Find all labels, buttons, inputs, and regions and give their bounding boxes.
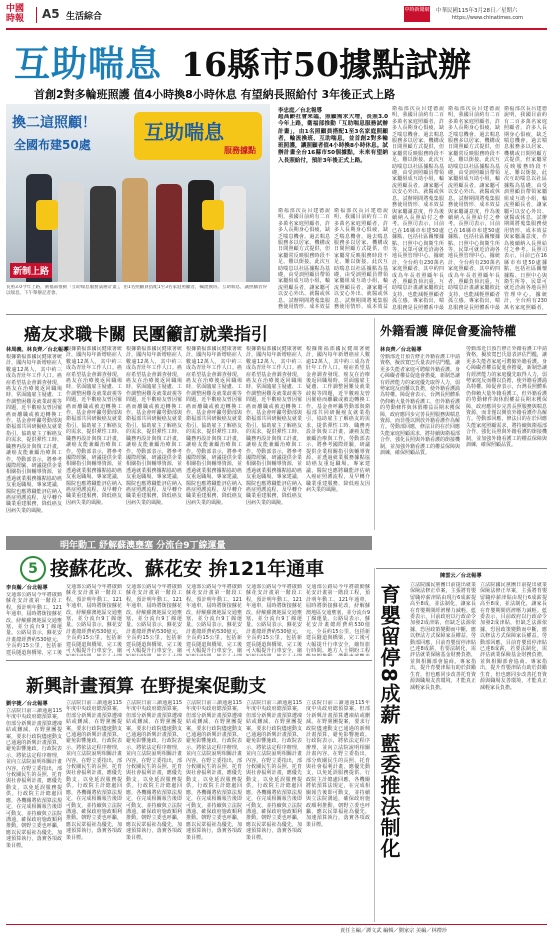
footer-rule	[6, 924, 547, 925]
date-line: 中華民國115年3月28日／星期六	[436, 8, 518, 14]
budget-headline: 新興計畫預算 在野提案促動支	[26, 676, 267, 697]
transit-headline: 接蘇花改、蘇花安 拚121年通車	[50, 558, 325, 580]
main-body-col: 衛福部次長呂建德說明，我國目前約有二百多萬名家庭照顧者，許多人長期身心俱疲，缺乏喘息機會。過去喘息服務多以居家、機構或日間照顧方式提供，但家屬常反映服務時段不足、難以銜接。此次互助喘息以社區據點為基礎，由受訓照顧員帶領家屬組成互助小組，輪流照顧長者，讓家屬可以安心外出、就醫或休息。試辦期間將蒐集服務使用情形、成本效益與家屬滿意度，作為後續納入長照給付之參考。長照司表示，目前已在16縣市布建50處據點，包括社區關懷據點、日照中心與衛生所等，民眾可就近洽詢各地長照管理中心。據統計，全台約有230萬名家庭照顧者，其中約四成為年長者照顧年長者，照顧負荷沉重。互助喘息計畫讓家屬彼此支持，也能減輕照顧者孤立感。專家指出，喘息服務是長照體系中最	[392, 106, 444, 310]
vertical-body-col: 立法院國民黨團日前提出就業保險法修正草案，主張將育嬰留職停薪津貼由現行6成薪提高至8成，並法制化，讓家長在育嬰期間經濟壓力減輕。藍委表示，目前政府以行政命令加發2成津貼，但缺乏法源依據，恐因政策變動而中斷，應以修法方式保障家長權益。勞動部回應，目前育嬰留停津貼已達8成薪，若要法制化，需評估就業保險基金財務負擔，並與相關部會協商。專家指出，提升育嬰津貼有助於鼓勵生育，但也應同步改善托育資源與職場友善環境，才能真正減輕家長負擔。	[410, 582, 476, 691]
second-byline: 林周義、林良齊／台北報導	[6, 347, 69, 353]
person-figure	[220, 186, 246, 282]
main-subheadline: 首創2對多輪班照護 值4小時換8小時休息 有望納長照給付 3年後正式上路	[34, 88, 396, 101]
vertical-body-col: 立法院國民黨團日前提出就業保險法修正草案，主張將育嬰留職停薪津貼由現行6成薪提高至8成，並法制化，讓家長在育嬰期間經濟壓力減輕。藍委表示，目前政府以行政命令加發2成津貼，但缺乏法源依據，恐因政策變動而中斷，應以修法方式保障家長權益。勞動部回應，目前育嬰留停津貼已達8成薪，若要法制化，需評估就業保險基金財務負擔，並與相關部會協商。專家指出，提升育嬰津貼有助於鼓勵生育，但也應同步改善托育資源與職場友善環境，才能真正減輕家長負擔。	[480, 582, 547, 691]
newspaper-logo	[6, 4, 32, 26]
header-divider	[36, 7, 37, 23]
main-byline: 李忠庭／台北報導	[278, 108, 323, 114]
masthead-rule	[6, 28, 547, 30]
main-headline-black: 16縣市50據點試辦	[181, 45, 471, 84]
main-headline-red: 互助喘息	[14, 44, 163, 85]
second-body-col: 根據衛福部國民健康署統計，國內每年新增癌症人數逾12萬人，其中約三成為青壯年工作人口。癌症希望基金會調查發現，癌友在治療後返回職場時，常面臨雇主疑慮、工作調整困難及就業歧視等問題，近半數癌友曾因罹癌而離職或被迫轉換工作。基金會呼籲勞動部與衛福部共同研擬癌友就業指引，協助雇主了解癌友的需求，提供彈性工時、職務再設計與復工計畫，讓癌友能兼顧治療與工作。勞動部表示，將參考國際經驗，研議提供企業相關指引與輔導資源，並透過就業服務據點協助癌友重返職場。專家建議，醫院也應將職能評估納入癌症照護流程，及早轉介職業重建服務，降低癌友因病失業的風險。	[6, 354, 62, 514]
second-body-col: 根據衛福部國民健康署統計，國內每年新增癌症人數逾12萬人，其中約三成為青壯年工作人口。癌症希望基金會調查發現，癌友在治療後返回職場時，常面臨雇主疑慮、工作調整困難及就業歧視等問題，近半數癌友曾因罹癌而離職或被迫轉換工作。基金會呼籲勞動部與衛福部共同研擬癌友就業指引，協助雇主了解癌友的需求，提供彈性工時、職務再設計與復工計畫，讓癌友能兼顧治療與工作。勞動部表示，將參考國際經驗，研議提供企業相關指引與輔導資源，並透過就業服務據點協助癌友重返職場。專家建議，醫院也應將職能評估納入癌症照護流程，及早轉介職業重建服務，降低癌友因病失業的風險。	[186, 346, 242, 506]
photo-banner-2: 全國布建50處	[14, 138, 91, 152]
second-body-col: 根據衛福部國民健康署統計，國內每年新增癌症人數逾12萬人，其中約三成為青壯年工作人口。癌症希望基金會調查發現，癌友在治療後返回職場時，常面臨雇主疑慮、工作調整困難及就業歧視等問題，近半數癌友曾因罹癌而離職或被迫轉換工作。基金會呼籲勞動部與衛福部共同研擬癌友就業指引，協助雇主了解癌友的需求，提供彈性工時、職務再設計與復工計畫，讓癌友能兼顧治療與工作。勞動部表示，將參考國際經驗，研議提供企業相關指引與輔導資源，並透過就業服務據點協助癌友重返職場。專家建議，醫院也應將職能評估納入癌症照護流程，及早轉介職業重建服務，降低癌友因病失業的風險。	[66, 346, 122, 506]
budget-body-col: 立法院日前三讀通過115年度中央政府總預算案，但部分新興計畫預算遭凍結或刪減。在野黨團提案，要求行政院儘速動支已通過的新興計畫預算，避免影響施政。行政院表示，將依法定程序辦理，並向立法院說明相關計畫內容。在野立委指出，部分攸關民生的長照、托育與社會福利計畫，應優先動支，以免延誤服務提供。行政院主計總處回應，各機關將依預算法規定，在完成相關報告後即可動支，並持續與立法院溝通，確保政府施政順利推動。朝野立委也呼籲，應以民眾福祉為優先，加速預算執行，落實各項政策目標。	[306, 700, 370, 828]
main-body-col: 衛福部次長呂建德說明，我國目前約有二百多萬名家庭照顧者，許多人長期身心俱疲，缺乏喘息機會。過去喘息服務多以居家、機構或日間照顧方式提供，但家屬常反映服務時段不足、難以銜接。此次互助喘息以社區據點為基礎，由受訓照顧員帶領家屬組成互助小組，輪流照顧長者，讓家屬可以安心外出、就醫或休息。試辦期間將蒐集服務使用情形、成本效益	[334, 208, 388, 310]
vertical-byline: 陳雲云／台北報導	[440, 573, 482, 579]
main-body-col: 衛福部次長呂建德說明，我國目前約有二百多萬名家庭照顧者，許多人長期身心俱疲，缺乏喘息機會。過去喘息服務多以居家、機構或日間照顧方式提供，但家屬常反映服務時段不足、難以銜接。此次互助喘息以社區據點為基礎，由受訓照顧員帶領家屬組成互助小組，輪流照顧長者，讓家屬可以安心外出、就醫或休息。試辦期間將蒐集服務使用情形、成本效益與家屬滿意度，作為後續納入長照給付之參考。長照司表示，目前已在16縣市布建50處據點，包括社區關懷據點、日照中心與衛生所等，民眾可就近洽詢各地長照管理中心。據統計，全台約有230萬名家庭照顧者，	[504, 106, 547, 310]
route-number: 5	[28, 561, 38, 577]
budget-body-col: 立法院日前三讀通過115年度中央政府總預算案，但部分新興計畫預算遭凍結或刪減。在野黨團提案，要求行政院儘速動支已通過的新興計畫預算，避免影響施政。行政院表示，將依法定程序辦理，並向立法院說明相關計畫內容。在野立委指出，部分攸關民生的長照、托育與社會福利計畫，應優先動支，以免延誤服務提供。行政院主計總處回應，各機關將依預算法規定，在完成相關報告後即可動支，並持續與立法院溝通，確保政府施政順利推動。朝野立委也呼籲，應以民眾福祉為優先，加速預算執行，落實各項政策目標。	[6, 708, 62, 849]
person-figure	[188, 180, 214, 282]
person-figure	[58, 182, 84, 282]
budget-body-col: 立法院日前三讀通過115年度中央政府總預算案，但部分新興計畫預算遭凍結或刪減。在野黨團提案，要求行政院儘速動支已通過的新興計畫預算，避免影響施政。行政院表示，將依法定程序辦理，並向立法院說明相關計畫內容。在野立委指出，部分攸關民生的長照、托育與社會福利計畫，應優先動支，以免延誤服務提供。行政院主計總處回應，各機關將依預算法規定，在完成相關報告後即可動支，並持續與立法院溝通，確保政府施政順利推動。朝野立委也呼籲，應以民眾福祉為優先，加速預算執行，落實各項政策目標。	[126, 700, 182, 841]
transit-body-col: 交通部公路局今年將啟動蘇花安計畫第一階段工程，預計明年動工、121年通車，屆時將銜接蘇花改，紓解蘇澳地區交通壅塞，並分流台9丁線運量。公路局表示，蘇花安計畫總經費約530億元，全長約15公里，包括新建長隧道與橋梁，完工後可大幅提升行車安全，縮	[126, 584, 182, 655]
photo-sign	[134, 112, 262, 160]
second-body-col: 根據衛福部國民健康署統計，國內每年新增癌症人數逾12萬人，其中約三成為青壯年工作人口。癌症希望基金會調查發現，癌友在治療後返回職場時，常面臨雇主疑慮、工作調整困難及就業歧視等問題，近半數癌友曾因罹癌而離職或被迫轉換工作。基金會呼籲勞動部與衛福部共同研擬癌友就業指引，協助雇主了解癌友的需求，提供彈性工時、職務再設計與復工計畫，讓癌友能兼顧治療與工作。勞動部表示，將參考國際經驗，研議提供企業相關指引與輔導資源，並透過就業服務據點協助癌友重返職場。專家建議，醫院也應將職能評估納入癌症照護流程，及早轉介職業重建服務，降低癌友因病失業的風險。	[126, 346, 182, 506]
right-headline: 外籍看護 障促會憂淪特權	[380, 324, 517, 338]
right-body-col: 勞動部近日預告修正外籍看護工申請資格，擬放寬巴氏量表評估門檻，讓更多失能者家庭可聘僱外籍看護。身心障礙者權益促進會擔憂，新制恐讓有經濟能力的家庭優先取得人力，弱勢家庭反而難以負擔，使外籍看護淪為特權。障促會表示，台灣長照體系仍仰賴大量外籍看護工，但外籍看護的勞動條件與休假權益長期未獲保障，政府應同步完善長照服務與喘息資源，而非僅以開放外籍看護作為解方。勞動部回應，修法目的在於回應失能家庭照顧需求，將持續與衛福部合作，強化長照與外籍看護的銜接機制，並加強外籍看護工的權益保障與訓練，確保照顧品質。	[380, 354, 460, 457]
main-body-col: 衛福部次長呂建德說明，我國目前約有二百多萬名家庭照顧者，許多人長期身心俱疲，缺乏喘息機會。過去喘息服務多以居家、機構或日間照顧方式提供，但家屬常反映服務時段不足、難以銜接。此次互助喘息以社區據點為基礎，由受訓照顧員帶領家屬組成互助小組，輪流照顧長者，讓家屬可以安心外出、就醫或休息。試辦期間將蒐集服務使用情形、成本效益	[278, 208, 330, 310]
footer-credits: 責任主編／譚文武 編輯／劉家宗 美編／林禮珍	[340, 928, 448, 934]
budget-body-col: 立法院日前三讀通過115年度中央政府總預算案，但部分新興計畫預算遭凍結或刪減。在野黨團提案，要求行政院儘速動支已通過的新興計畫預算，避免影響施政。行政院表示，將依法定程序辦理，並向立法院說明相關計畫內容。在野立委指出，部分攸關民生的長照、托育與社會福利計畫，應優先動支，以免延誤服務提供。行政院主計總處回應，各機關將依預算法規定，在完成相關報告後即可動支，並持續與立法院溝通，確保政府施政順利推動。朝野立委也呼籲，應以民眾福祉為優先，加速預算執行，落實各項政策目標。	[246, 700, 302, 841]
person-figure	[90, 186, 116, 282]
section-name: 生活綜合	[66, 12, 103, 22]
held-sign	[202, 200, 224, 230]
transit-kicker: 明年動工 紓解蘇澳壅塞 分流台9丁線運量	[60, 541, 226, 551]
second-body-col: 根據衛福部國民健康署統計，國內每年新增癌症人數逾12萬人，其中約三成為青壯年工作人口。癌症希望基金會調查發現，癌友在治療後返回職場時，常面臨雇主疑慮、工作調整困難及就業歧視等問題，近半數癌友曾因罹癌而離職或被迫轉換工作。基金會呼籲勞動部與衛福部共同研擬癌友就業指引，協助雇主了解癌友的需求，提供彈性工時、職務再設計與復工計畫，讓癌友能兼顧治療與工作。勞動部表示，將參考國際經驗，研議提供企業相關指引與輔導資源，並透過就業服務據點協助癌友重返職場。專家建議，醫院也應將職能評估納入癌症照護流程，及早轉介職業重建服務，降低癌友因病失業的風險。	[246, 346, 302, 506]
person-figure	[122, 178, 148, 282]
photo-sign-sub: 服務據點	[224, 146, 256, 155]
main-body-col: 衛福部次長呂建德說明，我國目前約有二百多萬名家庭照顧者，許多人長期身心俱疲，缺乏喘息機會。過去喘息服務多以居家、機構或日間照顧方式提供，但家屬常反映服務時段不足、難以銜接。此次互助喘息以社區據點為基礎，由受訓照顧員帶領家屬組成互助小組，輪流照顧長者，讓家屬可以安心外出、就醫或休息。試辦期間將蒐集服務使用情形、成本效益與家屬滿意度，作為後續納入長照給付之參考。長照司表示，目前已在16縣市布建50處據點，包括社區關懷據點、日照中心與衛生所等，民眾可就近洽詢各地長照管理中心。據統計，全台約有230萬名家庭照顧者，其中約四成為年長者照顧年長者，照顧負荷沉重。互助喘息計畫讓家屬彼此支持，也能減輕照顧者孤立感。專家指出，喘息服務是長照體系中最	[448, 106, 500, 310]
second-headline: 癌友求職卡關 民團籲訂就業指引	[24, 325, 268, 345]
transit-body-col: 交通部公路局今年將啟動蘇花安計畫第一階段工程，預計明年動工、121年通車，屆時將銜接蘇花改，紓解蘇澳地區交通壅塞，並分流台9丁線運量。公路局表示，蘇花安計畫總經費約530億元，全長約15公里，包括新建長隧道與橋梁，完工後	[6, 592, 62, 656]
right-body-col: 勞動部近日預告修正外籍看護工申請資格，擬放寬巴氏量表評估門檻，讓更多失能者家庭可聘僱外籍看護。身心障礙者權益促進會擔憂，新制恐讓有經濟能力的家庭優先取得人力，弱勢家庭反而難以負擔，使外籍看護淪為特權。障促會表示，台灣長照體系仍仰賴大量外籍看護工，但外籍看護的勞動條件與休假權益長期未獲保障，政府應同步完善長照服務與喘息資源，而非僅以開放外籍看護作為解方。勞動部回應，修法目的在於回應失能家庭照顧需求，將持續與衛福部合作，強化長照與外籍看護的銜接機制，並加強外籍看護工的權益保障與訓練，確保照顧品質。	[466, 346, 547, 449]
transit-byline: 李良瀚／台北報導	[6, 585, 48, 591]
photo-banner-1: 換二這照顧！	[12, 115, 96, 131]
transit-body-col: 交通部公路局今年將啟動蘇花安計畫第一階段工程，預計明年動工、121年通車，屆時將銜接蘇花改，紓解蘇澳地區交通壅塞，並分流台9丁線運量。公路局表示，蘇花安計畫總經費約530億元，全長約15公里，包括新建長隧道與橋梁，完工後可大幅提升行車安全，縮	[66, 584, 122, 655]
section-divider	[376, 568, 547, 569]
right-byline: 林良齊／台北報導	[380, 347, 422, 353]
website-url: https://www.chinatimes.com	[452, 15, 524, 21]
vertical-headline: 育嬰留停8成薪 藍委推法制化	[377, 584, 401, 859]
second-body-col: 根據衛福部國民健康署統計，國內每年新增癌症人數逾12萬人，其中約三成為青壯年工作人口。癌症希望基金會調查發現，癌友在治療後返回職場時，常面臨雇主疑慮、工作調整困難及就業歧視等問題，近半數癌友曾因罹癌而離職或被迫轉換工作。基金會呼籲勞動部與衛福部共同研擬癌友就業指引，協助雇主了解癌友的需求，提供彈性工時、職務再設計與復工計畫，讓癌友能兼顧治療與工作。勞動部表示，將參考國際經驗，研議提供企業相關指引與輔導資源，並透過就業服務據點協助癌友重返職場。專家建議，醫院也應將職能評估納入癌症照護流程，及早轉介職業重建服務，降低癌友因病失業的風險。	[306, 346, 370, 493]
budget-byline: 劉宇捷／台北報導	[6, 701, 48, 707]
main-headline	[14, 36, 544, 85]
photo-caption: 長照3.0今年上路，衛福部推動「互助喘息服務試辦計畫」，由1名照顧員搭配1至3名家庭照顧者，輪流換班、互助喘息，讓照顧者得以喘息。下午舉辦記者會。	[6, 285, 267, 296]
photo-label: 新制上路	[10, 263, 52, 278]
held-sign	[36, 200, 58, 230]
logo-line-2: 時報	[6, 14, 25, 24]
page-number: A5	[42, 7, 60, 21]
transit-body-col: 交通部公路局今年將啟動蘇花安計畫第一階段工程，預計明年動工、121年通車，屆時將銜接蘇花改，紓解蘇澳地區交通壅塞，並分流台9丁線運量。公路局表示，蘇花安計畫總經費約530億元，全長約15公里，包括新建長隧道與橋梁，完工後可大幅提升行車安全，縮	[186, 584, 242, 655]
brand-badge-text: 中時新聞網	[404, 7, 430, 13]
masthead	[6, 4, 547, 28]
logo-line-1: 中國	[6, 4, 25, 14]
transit-body-col: 交通部公路局今年將啟動蘇花安計畫第一階段工程，預計明年動工、121年通車，屆時將銜接蘇花改，紓解蘇澳地區交通壅塞，並分流台9丁線運量。公路局表示，蘇花安計畫總經費約530億元，全長約15公里，包括新建長隧道與橋梁，完工後可大幅提升行車安全，縮短旅行時間。地方人士期盼工程	[306, 584, 370, 655]
section-divider	[6, 660, 372, 661]
main-photo	[6, 104, 270, 282]
route-marker	[20, 556, 46, 582]
main-lead: 超高齡社會來臨，照顧需求大增，長照3.0今年上路，衛福部推動「互助喘息服務試辦計畫」，由1名照顧員搭配1至3名家庭照顧者，輪流換班、互助喘息，並首創2對多輪班照護，讓照顧者值4小時換8小時休息。試辦計畫全台16縣市50個據點，未來有望納入長照給付，預計3年後正式上路。	[278, 114, 388, 164]
brand-badge	[404, 6, 430, 22]
person-figure	[156, 184, 182, 282]
budget-body-col: 立法院日前三讀通過115年度中央政府總預算案，但部分新興計畫預算遭凍結或刪減。在野黨團提案，要求行政院儘速動支已通過的新興計畫預算，避免影響施政。行政院表示，將依法定程序辦理，並向立法院說明相關計畫內容。在野立委指出，部分攸關民生的長照、托育與社會福利計畫，應優先動支，以免延誤服務提供。行政院主計總處回應，各機關將依預算法規定，在完成相關報告後即可動支，並持續與立法院溝通，確保政府施政順利推動。朝野立委也呼籲，應以民眾福祉為優先，加速預算執行，落實各項政策目標。	[66, 700, 122, 841]
photo-sign-title: 互助喘息	[144, 120, 224, 144]
transit-body-col: 交通部公路局今年將啟動蘇花安計畫第一階段工程，預計明年動工、121年通車，屆時將銜接蘇花改，紓解蘇澳地區交通壅塞，並分流台9丁線運量。公路局表示，蘇花安計畫總經費約530億元，全長約15公里，包括新建長隧道與橋梁，完工後可大幅提升行車安全，縮	[246, 584, 302, 655]
section-divider	[6, 314, 547, 315]
budget-body-col: 立法院日前三讀通過115年度中央政府總預算案，但部分新興計畫預算遭凍結或刪減。在野黨團提案，要求行政院儘速動支已通過的新興計畫預算，避免影響施政。行政院表示，將依法定程序辦理，並向立法院說明相關計畫內容。在野立委指出，部分攸關民生的長照、托育與社會福利計畫，應優先動支，以免延誤服務提供。行政院主計總處回應，各機關將依預算法規定，在完成相關報告後即可動支，並持續與立法院溝通，確保政府施政順利推動。朝野立委也呼籲，應以民眾福祉為優先，加速預算執行，落實各項政策目標。	[186, 700, 242, 841]
column-divider	[374, 318, 375, 530]
